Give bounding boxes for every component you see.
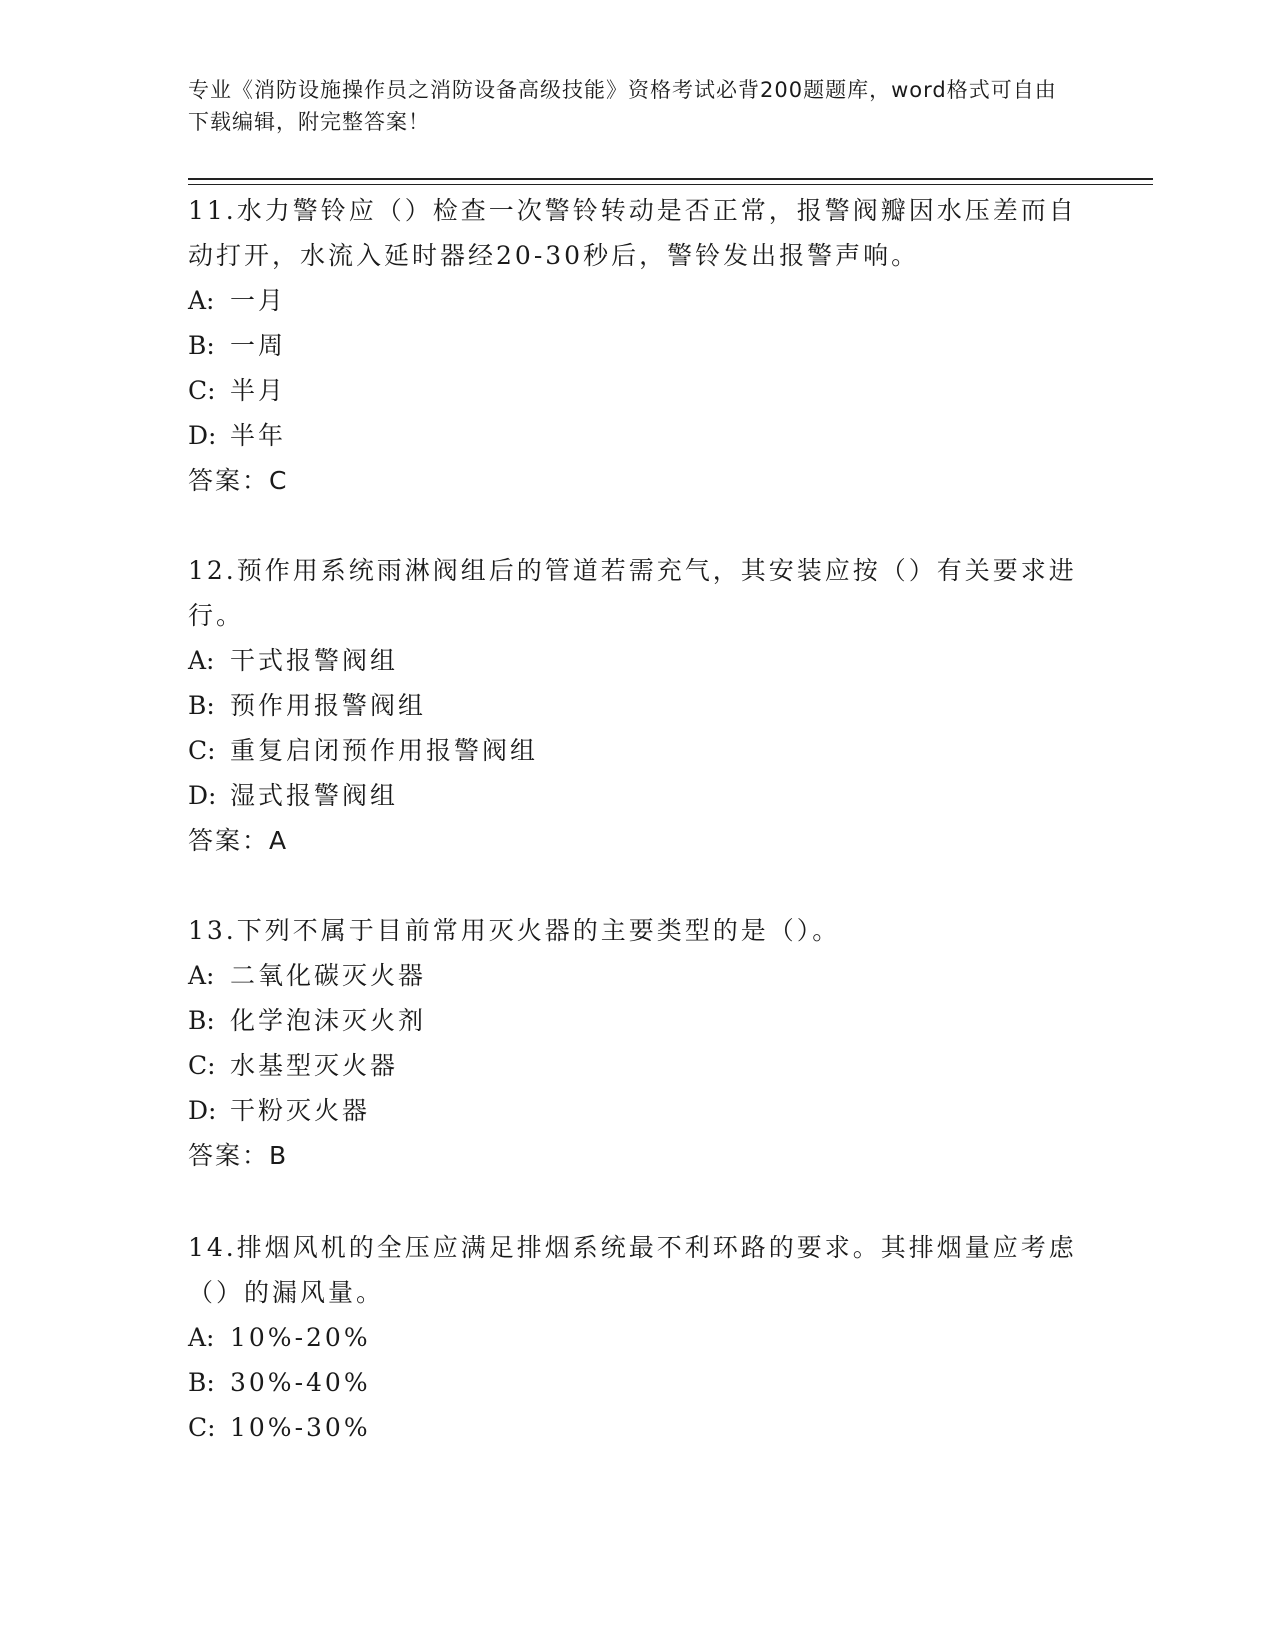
option-c (188, 728, 1078, 773)
header-divider-thin (188, 184, 1153, 185)
question-stem: 12.预作用系统雨淋阀组后的管道若需充气，其安装应按（）有关要求进行。 (188, 556, 1077, 630)
option-key: A: (188, 1323, 215, 1352)
option-key: A: (188, 961, 215, 990)
option-text: 水基型灭火器 (230, 1051, 399, 1080)
option-key: D: (188, 421, 217, 450)
option-a (188, 638, 1078, 683)
option-key: D: (188, 1096, 217, 1125)
option-key: C: (188, 736, 216, 765)
option-d (188, 413, 1078, 458)
option-key: A: (188, 286, 215, 315)
option-text: 半年 (230, 421, 287, 450)
option-key: B: (188, 1006, 215, 1035)
question-11 (188, 188, 1078, 503)
option-b (188, 998, 1078, 1043)
option-text: 干粉灭火器 (230, 1096, 371, 1125)
option-a (188, 278, 1078, 323)
option-key: B: (188, 331, 215, 360)
question-13 (188, 908, 1078, 1178)
document-intro: 专业《消防设施操作员之消防设备高级技能》资格考试必背200题题库，word格式可自由下载编辑，附完整答案！ (188, 78, 1057, 134)
option-c (188, 1405, 1078, 1450)
option-text: 一月 (230, 286, 287, 315)
option-key: D: (188, 781, 217, 810)
option-a (188, 1315, 1078, 1360)
option-text: 30%-40% (230, 1368, 371, 1397)
option-text: 10%-30% (230, 1413, 371, 1442)
option-key: C: (188, 1413, 216, 1442)
option-key: B: (188, 691, 215, 720)
answer-line: 答案：B (188, 1141, 289, 1170)
answer-line: 答案：A (188, 826, 289, 855)
option-text: 湿式报警阀组 (230, 781, 399, 810)
option-text: 一周 (230, 331, 287, 360)
option-text: 干式报警阀组 (230, 646, 399, 675)
option-b (188, 683, 1078, 728)
option-key: B: (188, 1368, 215, 1397)
question-stem: 11.水力警铃应（）检查一次警铃转动是否正常，报警阀瓣因水压差而自动打开，水流入延时器经20-30秒后，警铃发出报警声响。 (188, 196, 1077, 270)
option-c (188, 368, 1078, 413)
option-text: 预作用报警阀组 (230, 691, 427, 720)
option-b (188, 1360, 1078, 1405)
option-a (188, 953, 1078, 998)
option-b (188, 323, 1078, 368)
option-text: 10%-20% (230, 1323, 371, 1352)
option-text: 半月 (230, 376, 287, 405)
option-text: 二氧化碳灭火器 (230, 961, 427, 990)
option-c (188, 1043, 1078, 1088)
option-text: 重复启闭预作用报警阀组 (230, 736, 539, 765)
option-key: C: (188, 376, 216, 405)
option-d (188, 1088, 1078, 1133)
question-14 (188, 1225, 1078, 1450)
option-text: 化学泡沫灭火剂 (230, 1006, 427, 1035)
option-d (188, 773, 1078, 818)
question-stem: 14.排烟风机的全压应满足排烟系统最不利环路的要求。其排烟量应考虑（）的漏风量。 (188, 1233, 1077, 1307)
question-12 (188, 548, 1078, 863)
option-key: A: (188, 646, 215, 675)
option-key: C: (188, 1051, 216, 1080)
answer-line: 答案：C (188, 466, 289, 495)
header-divider-thick (188, 178, 1153, 180)
question-stem: 13.下列不属于目前常用灭火器的主要类型的是（）。 (188, 916, 841, 945)
